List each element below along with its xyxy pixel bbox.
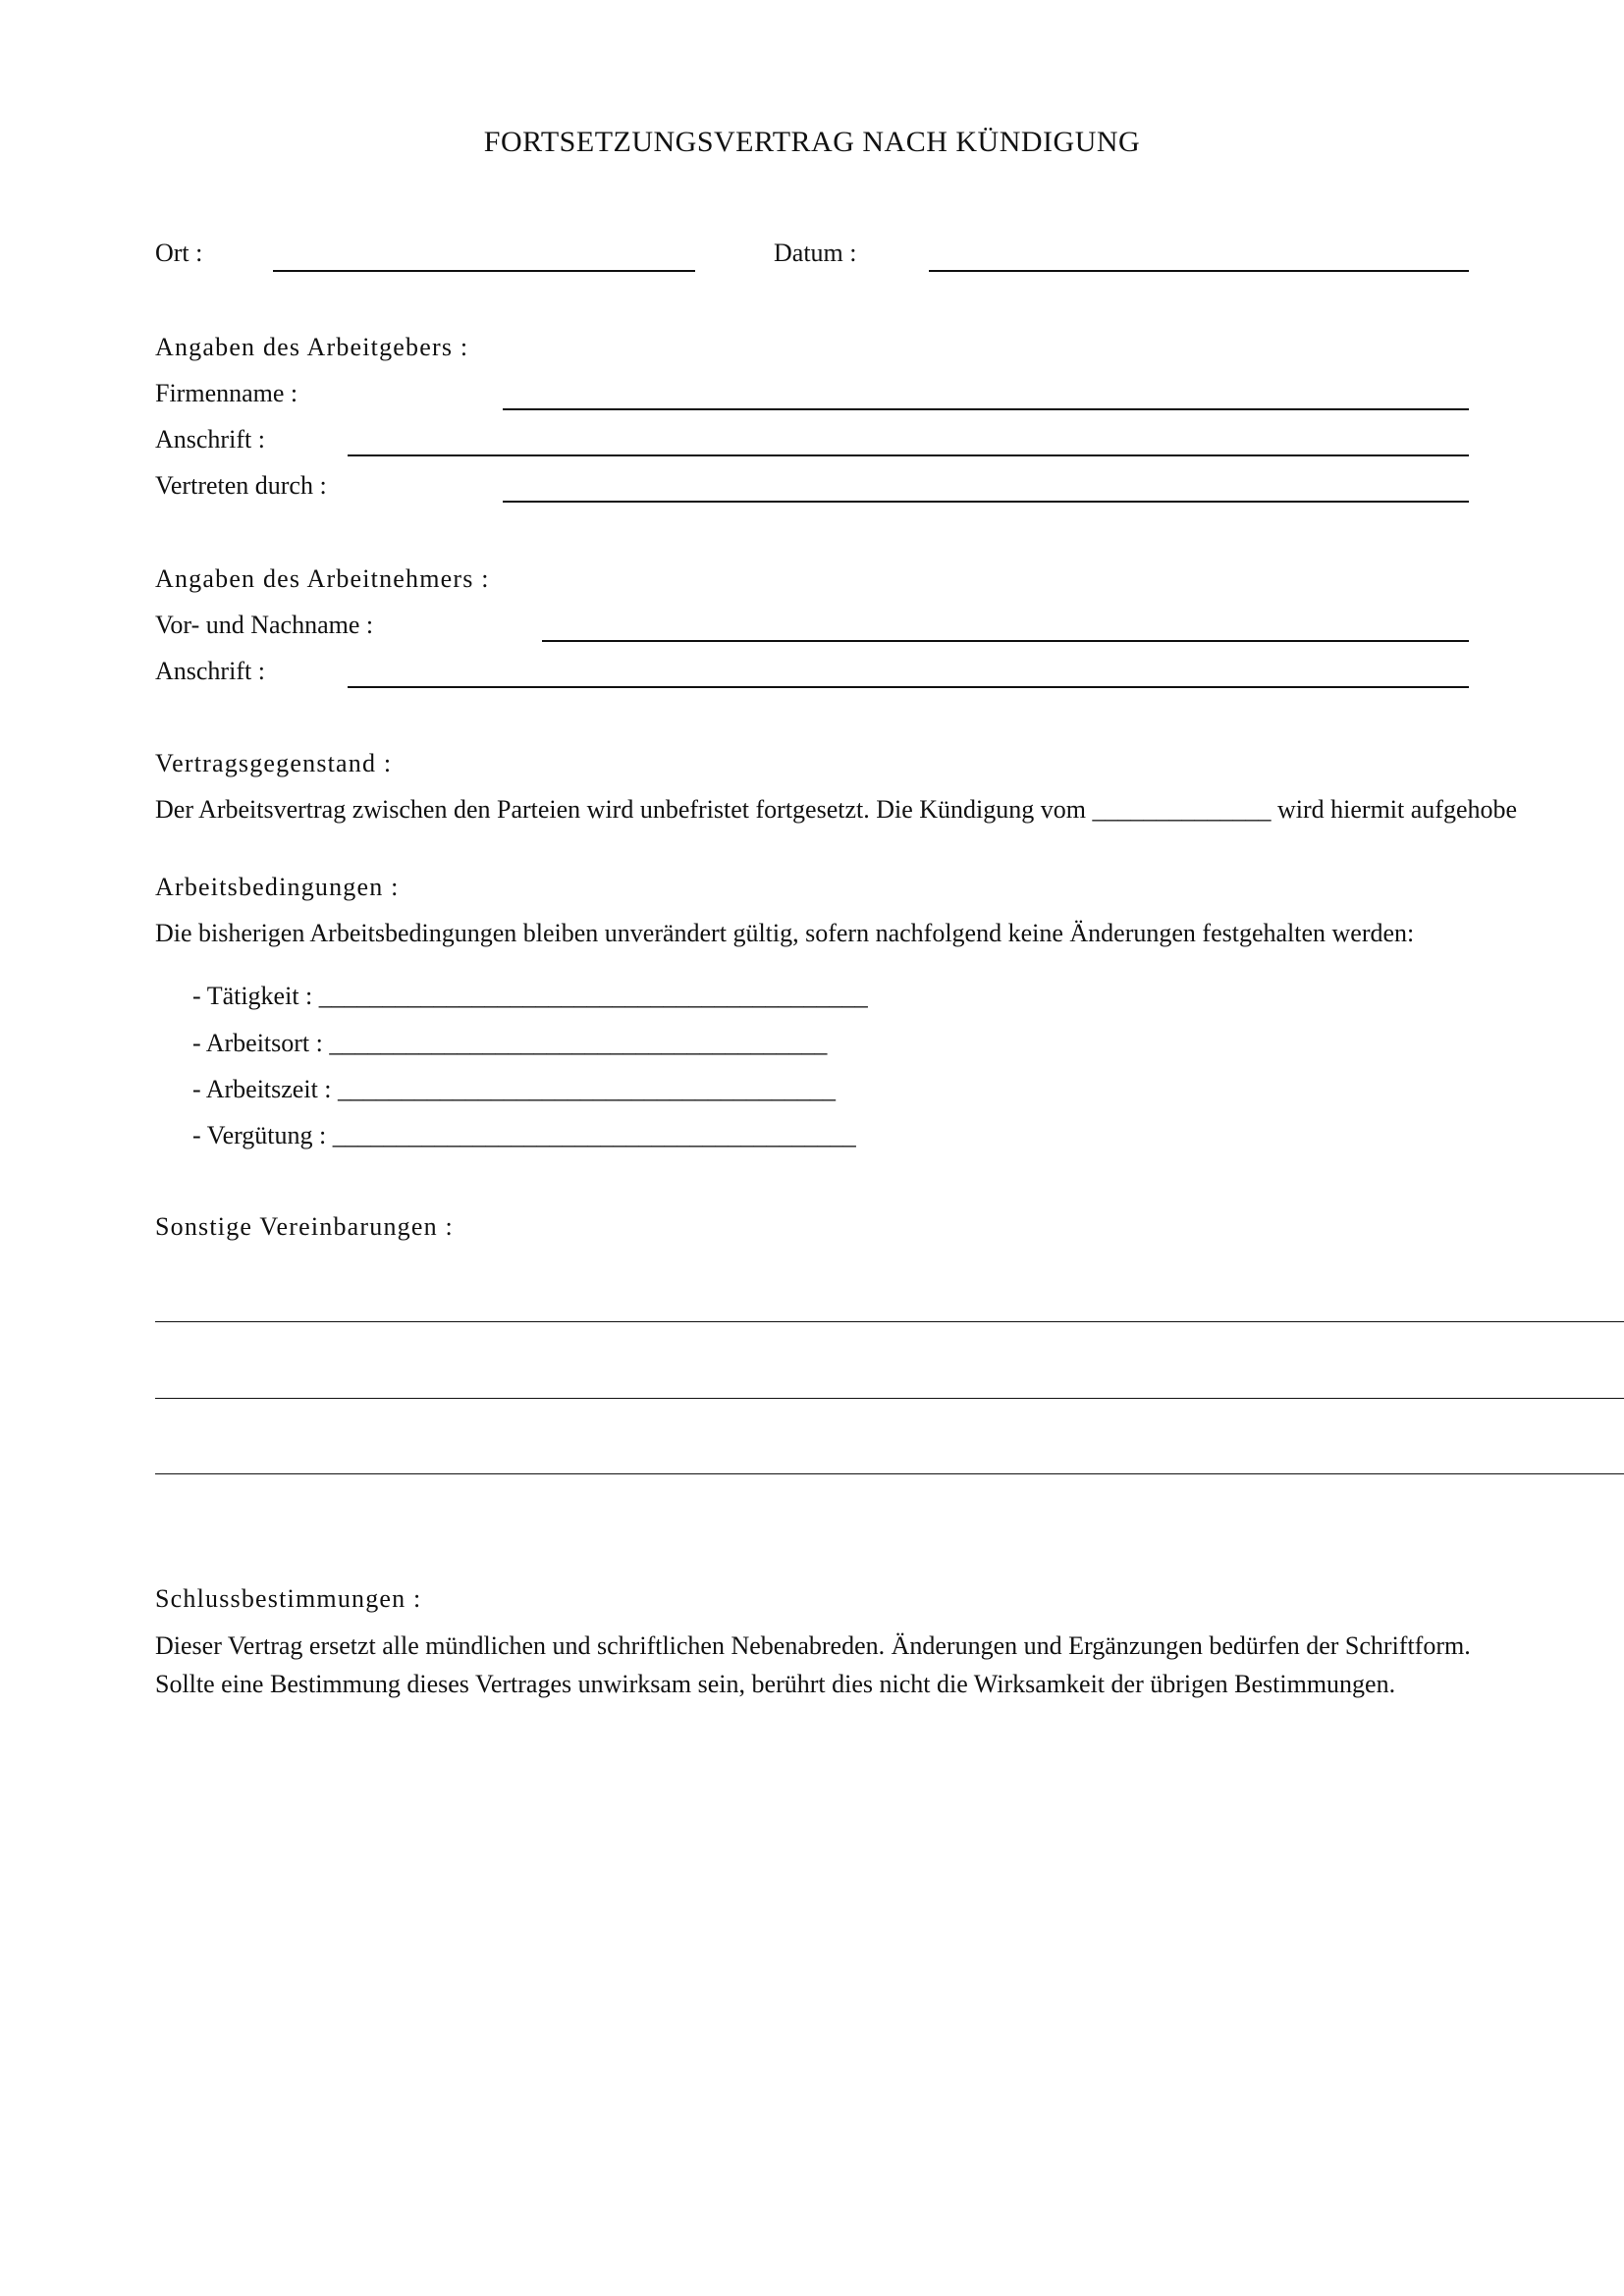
arbeitsbedingungen-heading: Arbeitsbedingungen : [155, 873, 400, 901]
arbeitsort-item[interactable]: - Arbeitsort : _______________________________________ [192, 1029, 828, 1057]
arbeitgeber-heading: Angaben des Arbeitgebers : [155, 333, 469, 361]
sonstige-line-3[interactable] [155, 1473, 1624, 1474]
arbeitnehmer-heading: Angaben des Arbeitnehmers : [155, 564, 490, 593]
arbeitnehmer-name-field[interactable] [542, 640, 1469, 642]
vertragsgegenstand-text: Der Arbeitsvertrag zwischen den Parteien wird unbefristet fortgesetzt. Die Kündigung vom ______________ wird hiermit aufgehobe [155, 795, 1518, 824]
ort-field[interactable] [273, 270, 695, 272]
sonstige-line-2[interactable] [155, 1398, 1624, 1399]
firmenname-field[interactable] [503, 408, 1469, 410]
schluss-text: Dieser Vertrag ersetzt alle mündlichen und schriftlichen Nebenabreden. Änderungen und Ergänzungen bedürfen der Schriftform. Sollte eine Bestimmung dieses Vertrages unwirksam sein, berührt dies nicht die Wirksamkeit der übrigen Bestimmungen. [155, 1631, 1471, 1698]
vertragsgegenstand-heading: Vertragsgegenstand : [155, 749, 393, 777]
datum-label: Datum : [774, 239, 857, 267]
sonstige-line-1[interactable] [155, 1321, 1624, 1322]
arbeitgeber-anschrift-label: Anschrift : [155, 425, 265, 454]
vertreten-label: Vertreten durch : [155, 471, 327, 500]
schluss-heading: Schlussbestimmungen : [155, 1584, 422, 1613]
document-title: FORTSETZUNGSVERTRAG NACH KÜNDIGUNG [483, 126, 1141, 158]
arbeitszeit-item[interactable]: - Arbeitszeit : _______________________________________ [192, 1075, 837, 1103]
vertreten-field[interactable] [503, 501, 1469, 503]
firmenname-label: Firmenname : [155, 379, 298, 407]
datum-field[interactable] [929, 270, 1469, 272]
arbeitnehmer-name-label: Vor- und Nachname : [155, 611, 374, 639]
arbeitsbedingungen-text: Die bisherigen Arbeitsbedingungen bleiben unverändert gültig, sofern nachfolgend keine Änderungen festgehalten werden: [155, 919, 1415, 947]
sonstige-heading: Sonstige Vereinbarungen : [155, 1212, 454, 1241]
ort-label: Ort : [155, 239, 203, 267]
taetigkeit-item[interactable]: - Tätigkeit : ___________________________________________ [192, 982, 868, 1010]
arbeitnehmer-anschrift-field[interactable] [348, 686, 1469, 688]
arbeitgeber-anschrift-field[interactable] [348, 454, 1469, 456]
arbeitnehmer-anschrift-label: Anschrift : [155, 657, 265, 685]
verguetung-item[interactable]: - Vergütung : _________________________________________ [192, 1121, 856, 1149]
